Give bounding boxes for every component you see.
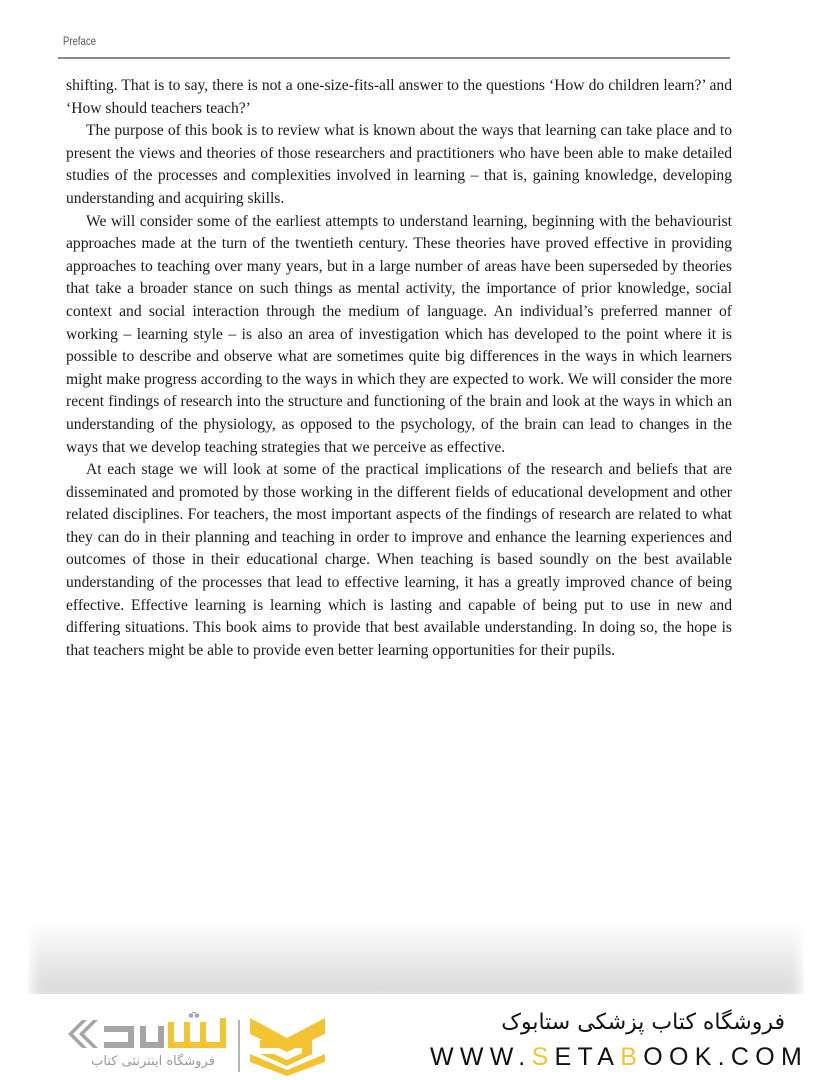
store-name: فروشگاه کتاب پزشکی ستابوک: [501, 1010, 785, 1035]
logo-tagline: فروشگاه اینترنتی کتاب: [91, 1054, 215, 1069]
url-part: WWW.: [430, 1043, 532, 1071]
paragraph: We will consider some of the earliest attempts to understand learning, beginning with the behaviourist approaches made at the turn of the twentieth century. These theories have proved effective in providing approaches to teaching over many years, but in a large number of areas have been superseded by theories that take a broader stance on such things as mental activity, the importance of prior knowledge, social context and social interaction through the medium of language. An individual’s preferred manner of working – learning style – is also an area of investigation which has developed to the point where it is possible to describe and observe what are sometimes quite big differences in the ways in which learners might make progress according to the ways in which they are expected to work. We will consider the more recent findings of research into the structure and functioning of the brain and look at the ways in which an understanding of the physiology, as opposed to the psychology, of the brain can lead to changes in the ways that we develop teaching strategies that we perceive as effective.: [66, 212, 732, 456]
header-rule: [58, 57, 730, 59]
footer-gradient-band: [28, 920, 804, 994]
paragraph: The purpose of this book is to review what is known about the ways that learning can take place and to present the views and theories of those researchers and practitioners who have been able to make detailed studies of the processes and complexities involved in learning – that is, gaining knowledge, developing understanding and acquiring skills.: [66, 122, 732, 207]
body-text: [66, 75, 732, 662]
url-part: ETA: [554, 1043, 621, 1071]
chevron-logo-icon: [250, 1018, 325, 1076]
paragraph: At each stage we will look at some of the practical implications of the research and beliefs that are disseminated and promoted by those working in the different fields of educational development and other related disciplines. For teachers, the most important aspects of the findings of research are related to what they can do in their planning and teaching in order to improve and enhance the learning experiences and outcomes of those in their educational charge. When teaching is based soundly on the best available understanding of the processes that lead to effective learning, it has a greatly improved chance of being effective. Effective learning is learning which is lasting and capable of being put to use in new and differing situations. This book aims to provide that best available understanding. In doing so, the hope is that teachers might be able to provide even better learning opportunities for their pupils.: [66, 461, 732, 659]
setabook-logo: [60, 1012, 335, 1078]
logo-wordmark-icon: [60, 1012, 235, 1054]
store-url[interactable]: [430, 1043, 808, 1072]
running-head: Preface: [63, 36, 97, 48]
url-part: OOK.COM: [643, 1043, 809, 1071]
url-accent: B: [620, 1043, 644, 1071]
logo-divider: [238, 1020, 240, 1072]
url-accent: S: [531, 1043, 555, 1071]
paragraph: shifting. That is to say, there is not a one-size-fits-all answer to the questions ‘How do children learn?’ and ‘How should teachers teach?’: [66, 77, 732, 117]
